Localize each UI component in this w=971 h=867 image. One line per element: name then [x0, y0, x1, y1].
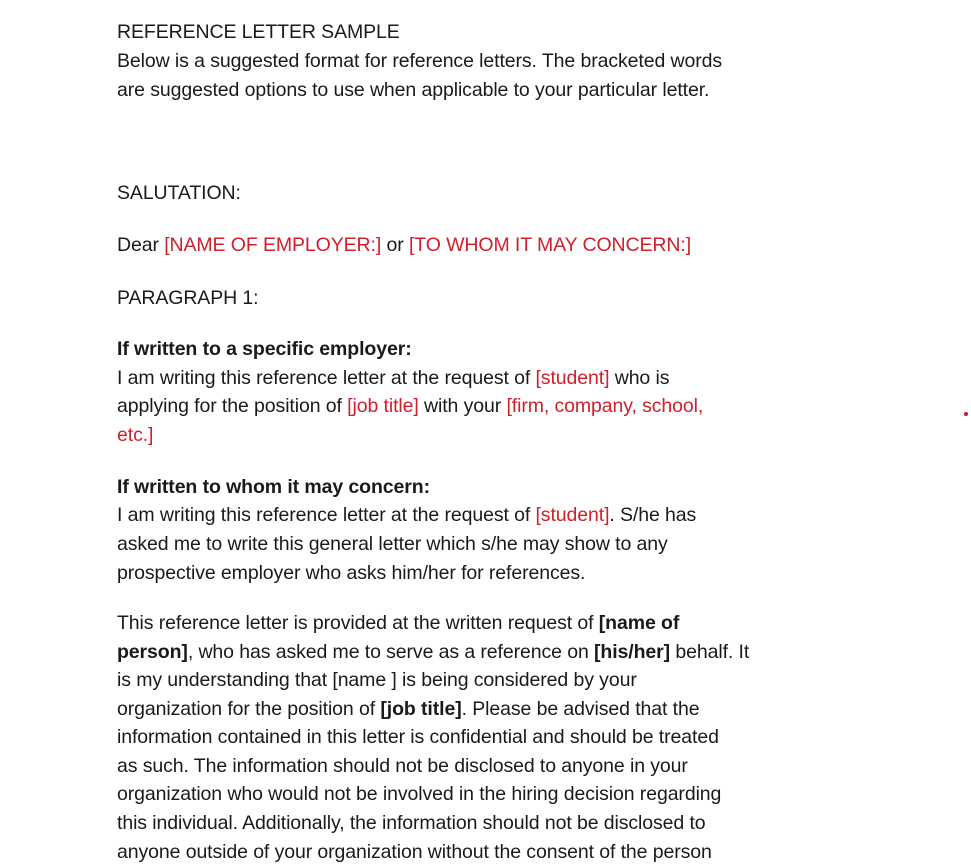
salutation-heading: SALUTATION: — [117, 182, 241, 204]
body-line-3: is my understanding that [name ] is being considered by your — [117, 669, 637, 691]
text-run: . S/he has — [609, 504, 697, 526]
whom-concern-line-3: prospective employer who asks him/her for references. — [117, 562, 586, 584]
stray-red-dot — [964, 412, 968, 416]
placeholder-job-title: [job title] — [380, 698, 462, 720]
specific-employer-line-3: etc.] — [117, 424, 154, 446]
placeholder-firm-company-school: [firm, company, school, — [506, 395, 704, 417]
intro-line-1: Below is a suggested format for reference letters. The bracketed words — [117, 50, 723, 72]
text-run: , who has asked me to serve as a reference on — [187, 641, 595, 663]
body-line-7: organization who would not be involved in the hiring decision regarding — [117, 783, 722, 805]
placeholder-job-title: [job title] — [347, 395, 419, 417]
text-run: applying for the position of — [117, 395, 348, 417]
text-run: This reference letter is provided at the written request of — [117, 612, 599, 634]
placeholder-person: person] — [117, 641, 188, 663]
placeholder-student: [student] — [535, 504, 610, 526]
document-title: REFERENCE LETTER SAMPLE — [117, 21, 400, 43]
whom-concern-line-2: asked me to write this general letter which s/he may show to any — [117, 533, 668, 555]
intro-line-2: are suggested options to use when applicable to your particular letter. — [117, 79, 710, 101]
body-line-1 — [117, 609, 679, 638]
whom-concern-heading: If written to whom it may concern: — [117, 476, 430, 498]
placeholder-name-of-person: [name of — [598, 612, 680, 634]
placeholder-student: [student] — [535, 367, 610, 389]
text-run: behalf. It — [670, 641, 750, 663]
placeholder-to-whom-it-may-concern: [TO WHOM IT MAY CONCERN:] — [408, 234, 692, 256]
body-line-4 — [117, 695, 699, 724]
text-run: organization for the position of — [117, 698, 381, 720]
text-run: I am writing this reference letter at the request of — [117, 367, 536, 389]
text-run: who is — [609, 367, 670, 389]
placeholder-his-her: [his/her] — [594, 641, 671, 663]
body-line-5: information contained in this letter is confidential and should be treated — [117, 726, 719, 748]
body-line-6: as such. The information should not be disclosed to anyone in your — [117, 755, 688, 777]
body-line-9: anyone outside of your organization without the consent of the person — [117, 841, 712, 863]
placeholder-name-of-employer: [NAME OF EMPLOYER:] — [164, 234, 382, 256]
salutation-or: or — [381, 234, 409, 256]
specific-employer-heading: If written to a specific employer: — [117, 338, 412, 360]
text-run: . Please be advised that the — [461, 698, 700, 720]
specific-employer-line-2 — [117, 392, 703, 421]
whom-concern-line-1 — [117, 501, 696, 530]
paragraph1-heading: PARAGRAPH 1: — [117, 287, 259, 309]
body-line-8: this individual. Additionally, the information should not be disclosed to — [117, 812, 706, 834]
salutation-line — [117, 231, 691, 260]
salutation-dear: Dear — [117, 234, 165, 256]
text-run: with your — [418, 395, 507, 417]
text-run: I am writing this reference letter at the request of — [117, 504, 536, 526]
specific-employer-line-1 — [117, 364, 669, 393]
body-line-2 — [117, 638, 749, 667]
